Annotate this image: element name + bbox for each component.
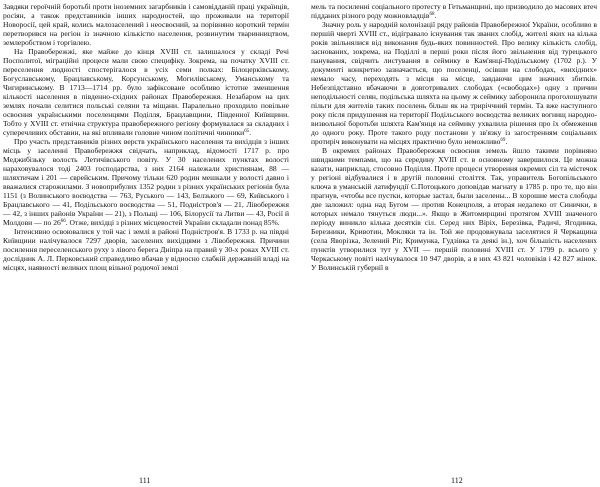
left-paragraph-1: Завдяки героїчній боротьбі проти іноземних загарбників і самовідданій праці українців, росіян, а також представників інших народностей, що проживали на території Новоросії, цей край, колись малозаселений і неосвоєний, за порівняно короткий термін перетворився на регіон із значною кількістю населення, розвинутим тваринництвом, землеробством і торгівлею.: [3, 2, 289, 48]
right-paragraph-1-tail: .: [434, 11, 437, 21]
page-number-right: 112: [451, 476, 463, 485]
left-paragraph-3-tail: . Отже, вихідці з різних місцевостей України складали понад 85%.: [65, 218, 280, 228]
right-paragraph-3: В окремих районах Правобережжя освоєння земель йшло такими порівняно швидкими темпами, що на середину XVIII ст. в основному завершилося. Це можна казати, наприклад, стосовно Поділля. Проте процеси утворення окремих сіл та містечок у регіоні відбувалися і в другій половині століття. Так, управитель Богопільського ключа в уманській латифундії С.Потоцького доповідав магнату в 1785 р. про те, що він прагнув, «чтобы все пустки, которые застал, были заселены... В хорошие места слободы две заложил: одна над Бугом — против Конецполя, а вторая недалеко от Синички, в которых немало тянуться люди...». Якщо в Житомирщині протягом XVIII значеного періоду виникло кілька десятків сіл. Серед них Віріх, Березівка, Радичі, Ягодинка, Березники, Кривотин, Мокляки та ін. Той же продовжувала заселятися й Черкащина (села Яворізка, Зелений Ріг, Кримунка, Гудзівка та деякі ін.), хоч більшість населених пунктів утворилися тут у XVII — першій половині XVIII ст. У 1799 р. всього у Черкаському повіті налічувалося 10 947 дворів, а в них 43 821 чоловіків і 42 827 жінок. У Волинській губернії в: [311, 146, 597, 273]
footnote-ref: 66: [60, 219, 66, 225]
right-paragraph-2-text: Значну роль у народній колонізації ряду районів Правобережної України, особливо в першій чверті XVIII ст., відігравало існування так званих слобід, жителі яких на кілька років звільнялися від виконання будь-яких повинностей. Про велику кількість слобід, заснованих, зокрема, на Поділлі в перші роки після його звільнення від турецького панування, свідчить листування в сеймику в Кам'янці-Подільському (1702 р.). У документі конкретно зазначається, що поселенці, осівши на слободах, «вихідних» немало часу, переходять з місця на місце, завдаючи цим значних збитків. Небезпідставно вбачаючи в довготривалих слободах («свободах») одну з причин неподільності селян, подільська шляхта на цьому ж сеймику заборонила проголошувати пільги для жителів таких поселень більш як на триріччний термін. Та вже наступного року після придушення на території Подільського воєводства великих вогнищ народно-визвольної боротьби шляхта Кам'янця на сеймику ухвалила рішення про їх обмеження до одного року. Проте такого роду постанови у зв'язку із загостренням соціальних протиріч виконувати на місцях практично було неможливо: [311, 20, 597, 147]
footnote-ref: 68: [429, 12, 435, 18]
left-paragraph-3-text: Про участь представників різних верств українського населення та вихідців з інших місць у заселенні Правобережжя свідчать, наприклад, відомості 1717 р. про Меджибізьку волость Летичівського повіту. У 30 населених пунктах волості нараховувалося тоді 2403 господарства, з них 2164 належали християнам, 88 — шляхтичам і 201 — єврейським. Причому тільки 620 родин мешкали у волості давно і вважалися старожилами. З новоприбулих 1352 родин з різних українських регіонів була 1151 (з Волинського воєводства — 763, Руського — 143, Белзького — 69, Київського і Брацлавського — 41, Подільського воєводства — 51, Подністров'я — 21, Лівобережжя — 42, з інших районів України — 21), з Польщі — 106, Білорусії та Литви — 43, Росії й Молдови — по 26: [3, 137, 289, 228]
left-page: [3, 2, 289, 487]
right-paragraph-2-tail: .: [505, 137, 508, 147]
right-paragraph-1: [311, 2, 597, 20]
left-paragraph-2: [3, 47, 289, 137]
left-paragraph-2-text: На Правобережжі, яке майже до кінця XVIII ст. залишалося у складі Речі Посполитої, міграційні процеси мали свою специфіку. Зокрема, на початку XVIII ст. переселення людності спостерігалося в усіх семи полках: Білоцерківському, Богуславському, Брацлавському, Корсунському, Могилівському, Уманському та Чигиринському. В 1713—1714 рр. було зафіксоване особливо істотне зменшення кількості населення в південно-східних районах Правобережжя. Незабаром на цих землях почали селитися польські селяни та міщани. Паралельно проходило повільне освоєння українськими поселенцями Поділля, Брацлавщини, Південної Київщини. Тобто у XVIII ст. етнічна структура правобережного регіону формувалася за складних і суперечливих обставин, на які впливали головне чином політичні чинники: [3, 47, 289, 138]
right-paragraph-2: [311, 20, 597, 146]
left-paragraph-3: [3, 137, 289, 227]
footnote-ref: 65: [244, 129, 250, 135]
right-page: [311, 2, 597, 487]
left-paragraph-2-tail: .: [249, 128, 252, 138]
right-paragraph-1-text: мель та посиленні соціального протесту в Гетьманщині, що призводило до масових втеч підданих різного роду можновладців: [311, 2, 597, 21]
footnote-ref: 69: [500, 138, 506, 144]
page-number-left: 111: [139, 476, 151, 485]
left-paragraph-4: Інтенсивно освоювалися у той час і землі в районі Подністров'я. В 1733 р. на півдні Київщини налічувалося 7297 дворів, заселених вихідцями з Лівобережжя. Причини посилення переселенського руху з лівого берега Дніпра на правий у 30-х роках XVIII ст. дослідник А. Л. Перковський справедливо вбачав у відносно слабкій державній владі на місцях, наявності великих площ вільної родючої землі: [3, 227, 289, 273]
